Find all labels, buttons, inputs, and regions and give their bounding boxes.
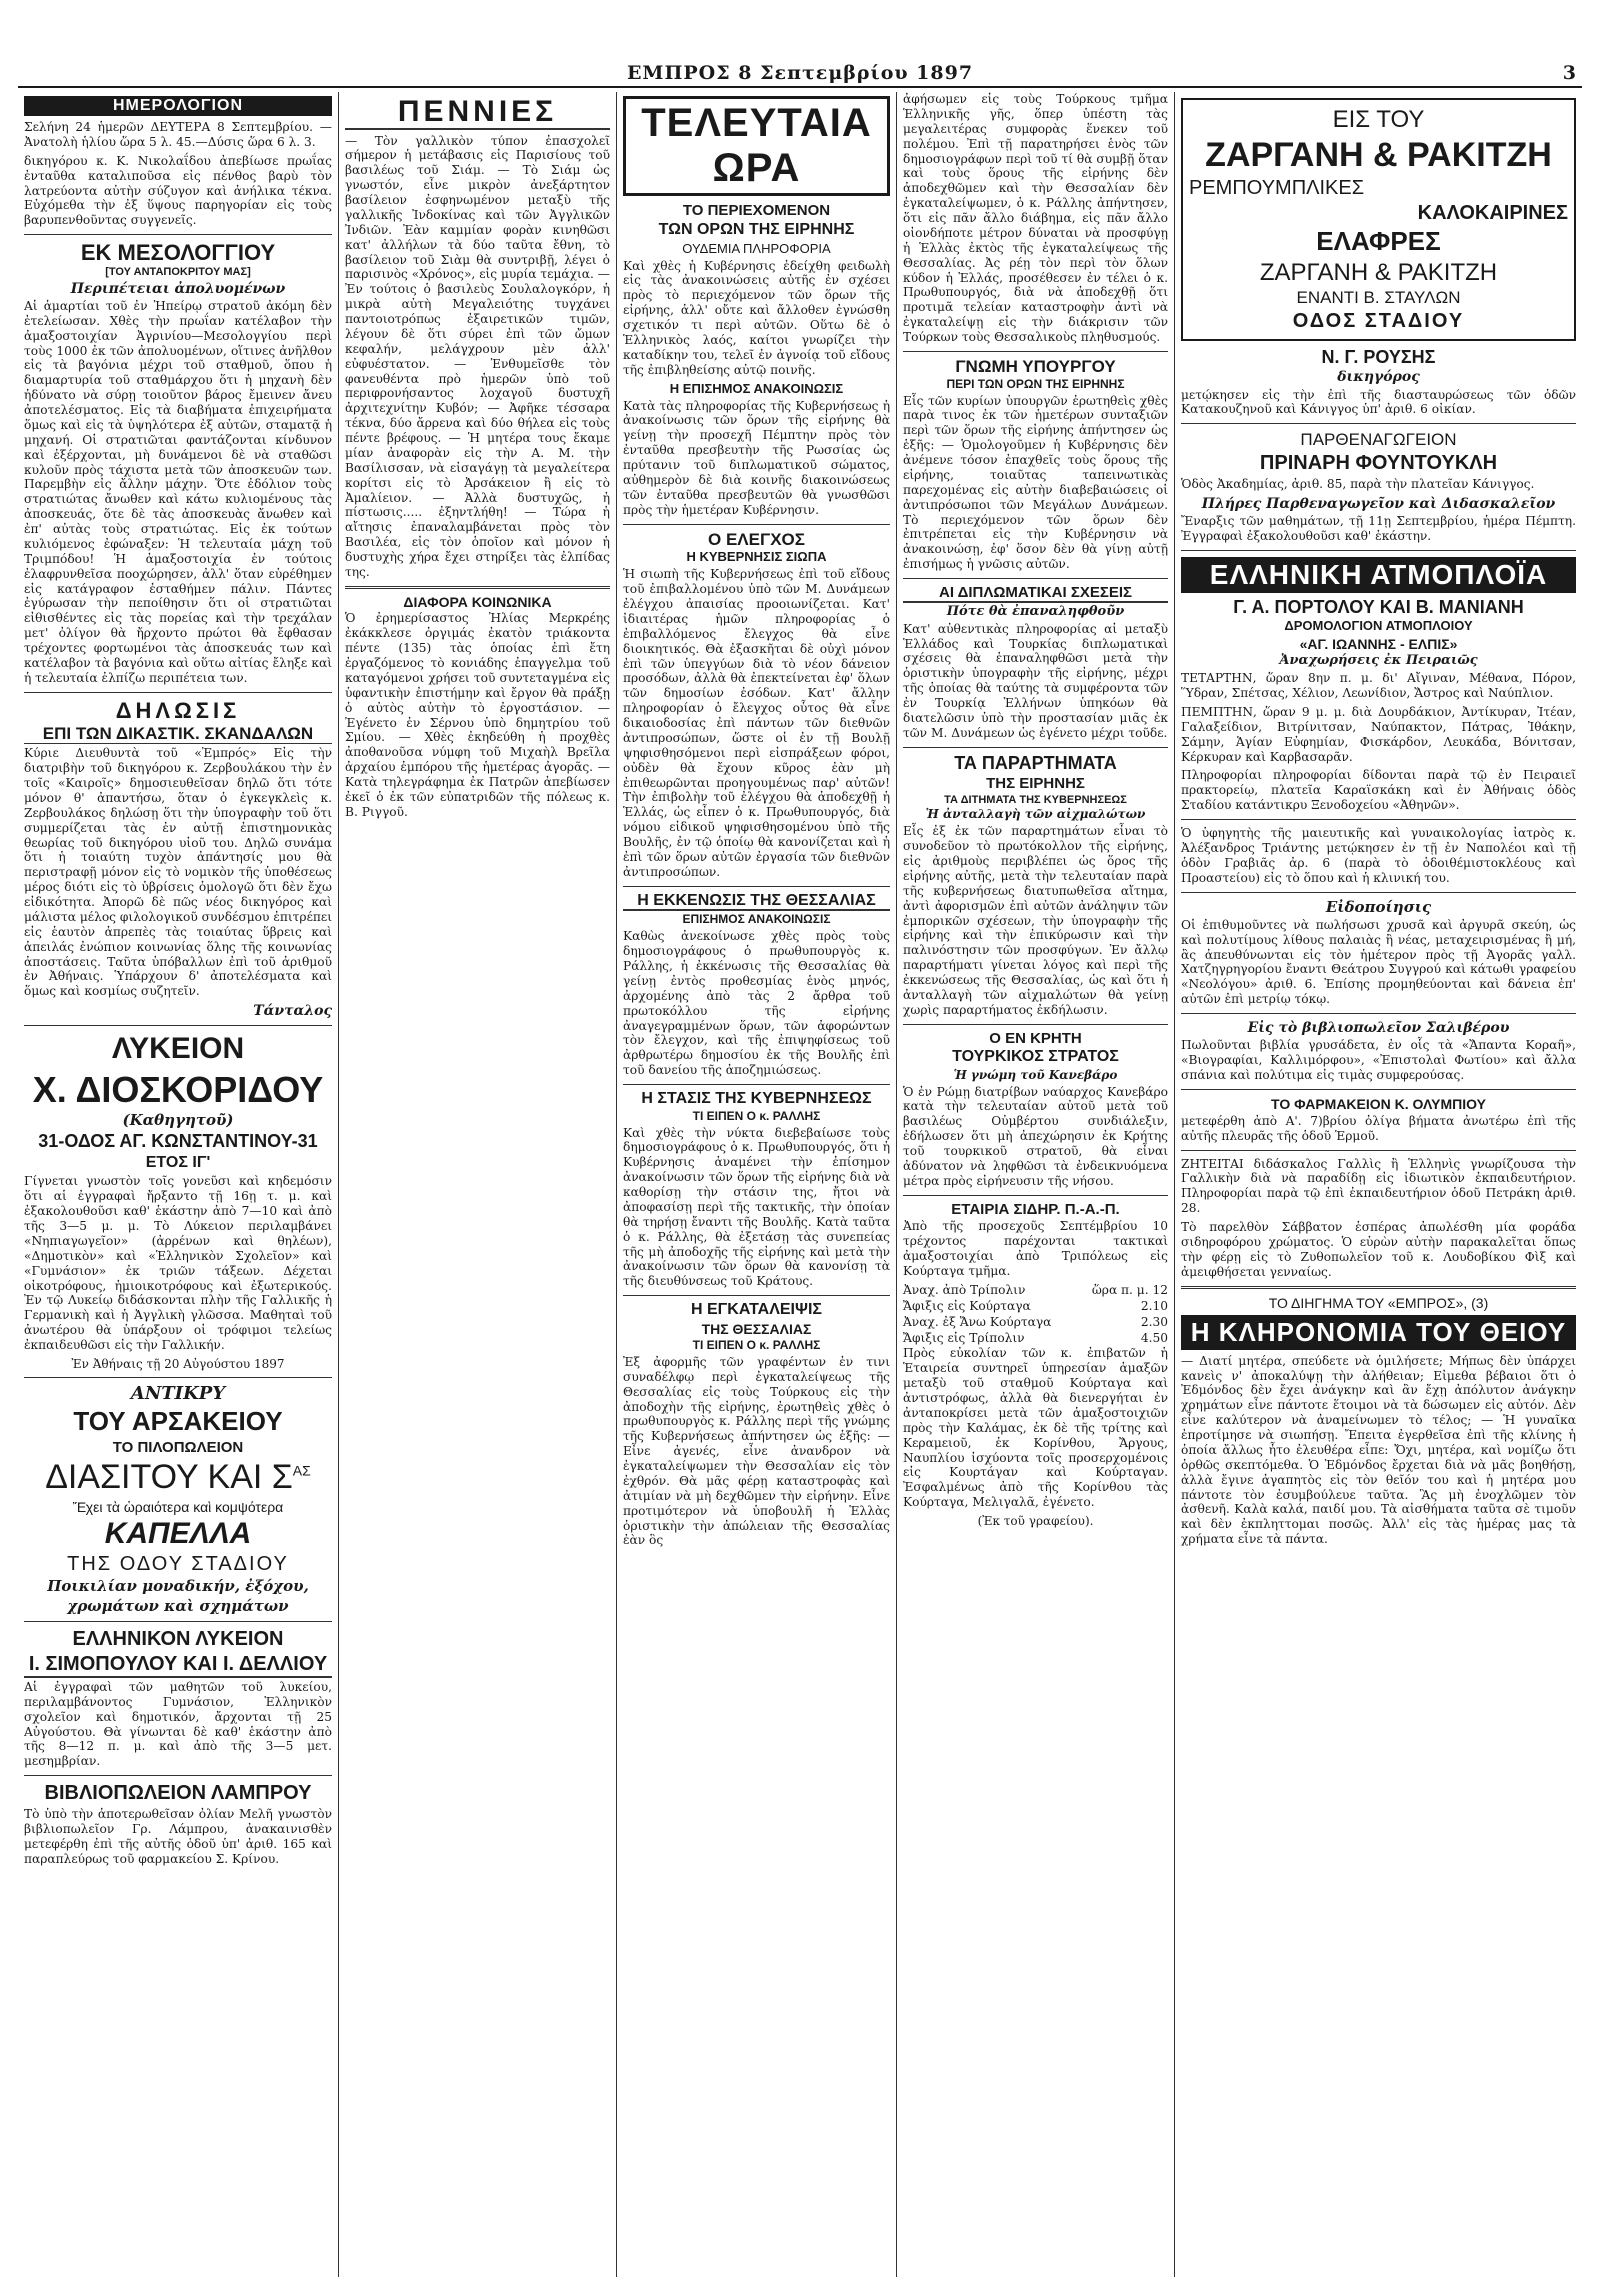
- eirinis: ΤΗΣ ΕΙΡΗΝΗΣ: [986, 774, 1085, 792]
- lykeion-address: 31-ΟΔΟΣ ΑΓ. ΚΩΝΣΤΑΝΤΙΝΟΥ-31: [38, 1131, 318, 1152]
- iatros: Ὁ ὑφηγητὴς τῆς μαιευτικῆς καὶ γυναικολογίας ἰατρὸς κ. Ἀλέξανδρος Τριάντης μετῴκησεν ἐν τῇ ἐν Ναπολέοι καὶ τῇ ὁδὸν Γραβιᾶς ἀρ. 6 (παρὰ τὸ ὁδοιθέμιστοκλέους καὶ Προαστείου) εἰς τὸ ὅπου καὶ ἡ κλινική του.: [1181, 826, 1576, 885]
- simopoulou: Ι. ΣΙΜΟΠΟΥΛΟΥ ΚΑΙ Ι. ΔΕΛΛΙΟΥ: [24, 1653, 332, 1678]
- etairia-title: ΕΤΑΙΡΙΑ ΣΙΔΗΡ. Π.-Α.-Π.: [951, 1200, 1120, 1218]
- stasis-title: Η ΣΤΑΣΙΣ ΤΗΣ ΚΥΒΕΡΝΗΣΕΩΣ: [641, 1090, 872, 1108]
- enkatalepsis-title: Η ΕΓΚΑΤΑΛΕΙΨΙΣ: [691, 1301, 822, 1319]
- enanti: ΕΝΑΝΤΙ Β. ΣΤΑΥΛΩΝ: [1296, 288, 1461, 308]
- saliverou: Εἰς τὸ βιβλιοπωλεῖον Σαλιβέρου: [1247, 1020, 1510, 1037]
- oudemia: ΟΥΔΕΜΙΑ ΠΛΗΡΟΦΟΡΙΑ: [682, 240, 831, 256]
- etairia-text-2: Πρὸς εὐκολίαν τῶν κ. ἐπιβατῶν ἡ Ἑταιρεία συντηρεῖ ὑπηρεσίαν ἁμαξῶν μεταξὺ τοῦ σταθμοῦ Κούρταγα καὶ ἀντιστρόφως, ἀλλὰ θὰ διενεργήται ἐν ἀνταποκρίσει μετὰ τῶν ἁμαξοστοιχιῶν πρὸς τὴν Καλάμας, ἐκ δὲ τῆς τρίτης καὶ Κεραμειοῦ, ἐκ Κορίνθου, Ἄργους, Ναυπλίου ἰσχύοντα τοῖς προσερχομένοις εἰς Κουρτάγαν καὶ Κούρταγαν. Ἐσφαλμένως ἀπὸ τῆς Κορίνθου τὰς Κούρταγα, Μελιγαλᾶ, ἐγένετο.: [903, 1346, 1168, 1510]
- lykeion-title: ΛΥΚΕΙΟΝ: [111, 1032, 245, 1066]
- oudemia-text: Καὶ χθὲς ἡ Κυβέρνησις ἐδείχθη φειδωλὴ εἰς τὰς ἀνακοινώσεις αὐτῆς ἐν σχέσει πρὸς τὸ περιεχόμενον τῶν ὅρων τῆς εἰρήνης, ἀλλ' οὔτε καὶ ἄλλοθεν ἐγνώσθη σχετικόν τι περὶ αὐτῶν. Οὕτω δὲ ὁ Ἑλληνικὸς λαός, καίτοι γνωρίζει τὴν καταδίκην του, τελεῖ ἐν ἀγνοίᾳ τοῦ εἴδους τῆς ἐπιβληθείσης αὐτῷ ποινῆς.: [623, 258, 890, 377]
- diafora-text: Ὁ ἐρημερίσαστος Ἠλίας Μερκρέης ἐκάκκλεσε ὀργιμάς ἐκατὸν τριάκοντα πέντε (135) τὰς ὁποίας ἐπὶ ἔτη ἐργαζόμενος τὸ κονιάδης ἐπαγγελμα τοῦ καταγόμενοι χρήσει τοῦ συντεταγμένα εἰς ὑφαντικὴν ἐπιστήμην καὶ ἔργον θὰ πράξῃ ὁ αὐτὸς αὐτὴν τὸ ἐργοστάσιον. — Ἐγένετο ἐν Σέρνου ὑπὸ δημητρίου τοῦ Σμίου. — Χθὲς ἐκηδεύθη ἡ προχθὲς ἀποθανοῦσα νύμφη τοῦ Μιχαὴλ Βρεῖλα ἀρχαίου ἐμπόρου τῆς ἡμετέρας ἀγορᾶς. — Κατὰ τηλεγράφημα ἐκ Πατρῶν ἀπεβίωσεν ἐκεῖ ὁ ἐκ τῶν εὐπατριδῶν τῆς πόλεως κ. Β. Ριγγοῦ.: [345, 611, 610, 819]
- lykeion-text: Γίγνεται γνωστὸν τοῖς γονεῦσι καὶ κηδεμόσιν ὅτι αἱ ἐγγραφαὶ ἤρξαντο τῇ 16ῃ τ. μ. καὶ ἐξακολουθοῦσι καθ' ἑκάστην ἀπὸ 7—10 καὶ ἀπὸ τῆς 3—5 μ. μ. Τὸ Λύκειον περιλαμβάνει «Νηπιαγωγεῖον» (ἀρρένων καὶ θηλέων), «Δημοτικὸν» καὶ «Ἑλληνικὸν Σχολεῖον» καὶ «Γυμνάσιον» ἐκ τριῶν τάξεων. Δέχεται οἰκοτρόφους, ἡμιοικοτρόφους καὶ ἐξωτερικούς. Ἐν τῷ Λυκείῳ διδάσκονται πλὴν τῆς Γαλλικῆς ἡ Γερμανικὴ καὶ ἡ Ἀγγλικὴ γλῶσσα. Μαθηταὶ τοῦ ἀνωτέρου θὰ ὑπάρξουν οἱ τρόφιμοι τελείως ἐκπαιδευθῶσι εἰς τὴν Γαλλικήν.: [24, 1174, 332, 1353]
- parartimata-title: ΤΑ ΠΑΡΑΡΤΗΜΑΤΑ: [954, 752, 1117, 773]
- diplomatikai-title: ΑΙ ΔΙΠΛΩΜΑΤΙΚΑΙ ΣΧΕΣΕΙΣ: [903, 585, 1168, 603]
- farmakeion: ΤΟ ΦΑΡΜΑΚΕΙΟΝ Κ. ΟΛΥΜΠΙΟΥ: [1271, 1095, 1486, 1112]
- masthead: [18, 62, 1582, 88]
- ralles-1: ΤΙ ΕΙΠΕΝ Ο κ. ΡΑΛΛΗΣ: [692, 1108, 821, 1123]
- columns: [18, 92, 1582, 2292]
- parartimata-text: Εἷς ἐξ ἐκ τῶν παραρτημάτων εἶναι τὸ συνοδεῦον τὸ πρωτόκολλον τῆς εἰρήνης, εἰς ἀριθμοὺς περιβλέπει ὡς ὅρος τῆς εἰρήνης αὐτῆς, μετὰ τὴν τελευταίαν παρὰ τῆς κυβερνήσεως διατυπωθεῖσα αἴτημα, ἀντὶ ἀφορισμῶν ἐπὶ αὐτῶν ἀνάληψιν τῶν ἐμπορικῶν σχέσεων, τὴν ὑπογραφὴν τῆς εἰρήνης καὶ τὴν ἐπικύρωσιν καὶ τὴν παλινόστησιν τῶν προσφύγων. Ἐν ἄλλῳ παραρτήματι γίνεται λόγος καὶ περὶ τῆς ἐκκενώσεως τῆς Θεσσαλίας, ὡς καὶ ὅτι ἡ ἀνταλλαγὴ τῶν αἰχμαλώτων θὰ γείνῃ χωρὶς παραρτήματος ἐκδήλωσιν.: [903, 824, 1168, 1017]
- column-1: [18, 92, 338, 2277]
- tourkikos: ΤΟΥΡΚΙΚΟΣ ΣΤΡΑΤΟΣ: [952, 1048, 1119, 1066]
- lykeion-name: Χ. ΔΙΟΣΚΟΡΙΔΟΥ: [32, 1068, 324, 1110]
- kriti-text: Ὁ ἐν Ρώμῃ διατρίβων ναύαρχος Κανεβάρο κατὰ τὴν τελευταίαν αὐτοῦ μετὰ τοῦ βασιλέως Οὐμβέρτου συνδιάλεξιν, ἐδήλωσεν ὅτι μὴ ἀπεχώρησιν ἐκ Κρήτης τοῦ τουρκικοῦ στρατοῦ, θὰ εἶναι ἀδύνατον νὰ ληφθῶσι τὰ ἐνδεικνυόμενα μέτρα πρὸς εἰρήνευσιν τῆς νήσου.: [903, 1084, 1168, 1188]
- ekkenosis-sub: ΕΠΙΣΗΜΟΣ ΑΝΑΚΟΙΝΩΣΙΣ: [682, 912, 831, 927]
- fare-row: [903, 1283, 1168, 1299]
- dilosis-sub: ΕΠΙ ΤΩΝ ΔΙΚΑΣΤΙΚ. ΣΚΑΝΔΑΛΩΝ: [24, 724, 332, 745]
- periexomenon: ΤΟ ΠΕΡΙΕΧΟΜΕΝΟΝ: [682, 202, 831, 219]
- zitei-text: ΖΗΤΕΙΤΑΙ διδάσκαλος Γαλλὶς ἢ Ἑλληνὶς γνωρίζουσα τὴν Γαλλικὴν διὰ νὰ παραδίδῃ εἰς ἰδιωτικὸν ἐκπαιδευτήριον. Πληροφορίαι παρὰ τῷ ἐπὶ ἐκπαιδευτήριον ὁδοῦ Πετράκη ἀριθ. 28.: [1181, 1156, 1576, 1216]
- antikry: ΑΝΤΙΚΡΥ: [130, 1382, 226, 1404]
- diasitou-sup: ΑΣ: [292, 1462, 311, 1479]
- ekkenosis-title: Η ΕΚΚΕΝΩΣΙΣ ΤΗΣ ΘΕΣΣΑΛΙΑΣ: [623, 893, 890, 912]
- diigima-title: ΤΟ ΔΙΗΓΗΜΑ ΤΟΥ «ΕΜΠΡΟΣ», (3): [1268, 1294, 1489, 1311]
- parthenagogeion: ΠΑΡΘΕΝΑΓΩΓΕΙΟΝ: [1300, 430, 1457, 450]
- page-number: 3: [1562, 62, 1576, 84]
- fare-label: Ἄφιξις εἰς Τρίπολιν: [903, 1330, 1025, 1345]
- hemerologion-title: ΗΜΕΡΟΛΟΓΙΟΝ: [24, 96, 332, 116]
- pempti: ΠΕΜΠΤΗΝ, ὥραν 9 μ. μ. διὰ Δουρδάκιον, Ἀντίκυραν, Ἰτέαν, Γαλαξείδιον, Βιτρίνιτσαν, Ναύπακτον, Πάτρας, Ἰθάκην, Σάμην, Ἁγίαν Εὐφημίαν, Φισκάρδον, Λευκάδα, Βόνιτσαν, Κέρκυραν καὶ Καρβασαρᾶν.: [1181, 704, 1576, 764]
- etairia-text: Ἀπὸ τῆς προσεχοῦς Σεπτέμβρίου 10 τρέχοντος παρέχονται τακτικαὶ ἀμαξοστοιχίαι ἀπὸ Τριπόλεως εἰς Κούρταγα τμῆμα.: [903, 1219, 1168, 1279]
- ship-name: «ΑΓ. ΙΩΑΝΝΗΣ - ΕΛΠΙΣ»: [1299, 636, 1458, 653]
- pennies-text: — Τὸν γαλλικὸν τύπον ἐπασχολεῖ σήμερον ἡ μετάβασις εἰς Παρισίους τοῦ βασιλέως τοῦ Σιάμ. — Τὸ Σιάμ ὡς γνωστόν, εἶνε μικρὸν ἀνεξάρτητον βασίλειον ἐσφηνωμένον μεταξὺ τῆς γαλλικῆς Ἰνδοκίνας καὶ τῶν Ἀγγλικῶν Ἰνδιῶν. Ἐὰν καμμίαν φορὰν κινηθῶσι κατ' ἀλλήλων τὰ δύο ταῦτα ἔθνη, τὸ βασίλειον τοῦ Σιὰμ θὰ συντριβῇ, λέγει ὁ παρισινὸς «Χρόνος», εἰς μυρία τεμάχια. — Ἐν τούτοις ὁ βασιλεὺς Σουλαλογκόρν, ἡ μικρὰ αὐτὴ Μεγαλειότης τυγχάνει παντοιοτρόπως ἐξαιρετικῶν τιμῶν, λέγουν δὲ ὅτι σύρει ἐπὶ τῶν ὤμων κεφαλήν, μελάγχρουν μὲν ἀλλ' εὐφυέστατον. — Ἐνθυμεῖσθε τὸν φανευθέντα πρὸ ἡμερῶν ὑπὸ τοῦ περιφρονήσαντος λοχαγοῦ δυστυχῆ ἀρχιτεχνίτην Κυβόν; — Ἀφῆκε τέσσαρα τέκνα, δύο ἄρρενα καὶ δύο θήλεα εἰς τοὺς πέντε βρέφους. — Ἡ μητέρα τους ἔκαμε μίαν ἀναφορὰν εἰς τὴν Α. Μ. τὴν Βασίλισσαν, νὰ εἰσαγάγῃ τὰ μεγαλείτερα κορίτσι εἰς τὸ Ἀρσάκειον ἢ εἰς τὸ Ἀμαλίειον. — Ἀλλὰ δυστυχῶς, ἡ πίστωσις..... ἐξηντλήθη! — Τώρα ἡ αἴτησις ἐπαναλαμβάνεται πρὸς τὸν Βασιλέα, εἰς τὸν ὁποῖον καὶ μόνον ἡ δυστυχὴς χήρα ἔχει στηρίξει τὰς ἐλπίδας της.: [345, 133, 610, 579]
- fare-label: Ἀναχ. ἐξ Ἄνω Κούρταγα: [903, 1314, 1052, 1329]
- fare-row: [903, 1299, 1168, 1315]
- eidopoiisis-text: Οἱ ἐπιθυμοῦντες νὰ πωλήσωσι χρυσᾶ καὶ ἀργυρᾶ σκεύη, ὡς καὶ πολυτίμους λίθους παλαιὰς ἢ νέας, μεταχειρισμένας ἢ μή, ἂς ἀπευθύνωνται εἰς τὸν ἡμέτερον πρὸς τῇ Ἀγορᾶς γαλλ. Χατζηγρηγορίου ἔναντι Θεάτρου Συγγρού καὶ κάτωθι γραφείου «Νεολόγου» ἀριθ. 6. Ἐπίσης προμηθεύονται καὶ δάνεια ἐπ' αὐτῶν ἐπὶ μετρίῳ τόκῳ.: [1181, 917, 1576, 1007]
- stasis-text: Καὶ χθὲς τὴν νύκτα διεβεβαίωσε τοὺς δημοσιογράφους ὁ κ. Πρωθυπουργός, ὅτι ἡ Κυβέρνησις ἀναμένει τὴν ἐπίσημον ἀνακοίνωσιν τῶν ὅρων τῆς εἰρήνης διὰ νὰ καθορίσῃ τὴν στάσιν της, ἤτοι νὰ ἀποφασίσῃ περὶ τῆς τακτικῆς, τὴν ὁποίαν θὰ τηρήσῃ ἔναντι τῆς Βουλῆς. Κατὰ ταῦτα ὁ κ. Ράλλης, θὰ ἐξετάσῃ τὰς συνεπείας τῆς μὴ ἀποδοχῆς τῆς εἰρήνης καὶ μετὰ τὴν ἀνακοίνωσιν τῶν ὅρων θὰ κανονίσῃ τὰ τῆς διευθύνσεως τοῦ Κράτους.: [623, 1125, 890, 1289]
- gnomi-title: ΓΝΩΜΗ ΥΠΟΥΡΓΟΥ: [955, 356, 1116, 376]
- mesologgi-head: Περιπέτειαι ἀπολυομένων: [70, 280, 286, 297]
- fare-label: Ἄφιξις εἰς Κούρταγα: [903, 1298, 1031, 1313]
- vivliopoleion-lamprou: ΒΙΒΛΙΟΠΩΛΕΙΟΝ ΛΑΜΠΡΟΥ: [44, 1782, 312, 1805]
- gnomi-sub: ΠΕΡΙ ΤΩΝ ΟΡΩΝ ΤΗΣ ΕΙΡΗΝΗΣ: [946, 376, 1125, 391]
- intro-text: δικηγόρου κ. Κ. Νικολαΐδου ἀπεβίωσε πρωΐας ἐνταῦθα καταλιποῦσα εἰς πένθος βαρὺ τὸν λατρεύοντα αὐτὴν σύζυγον καὶ ἀνήλικα τέκνα. Εὐχόμεθα τὴν ἐξ ὕψους παρηγορίαν εἰς τοὺς βαρυπενθοῦντας συγγενεῖς.: [24, 153, 332, 228]
- diafora-title: ΔΙΑΦΟΡΑ ΚΟΙΝΩΝΙΚΑ: [403, 593, 552, 610]
- fountoukli-text: Ἔναρξις τῶν μαθημάτων, τῇ 11ῃ Σεπτεμβρίου, ἡμέρα Πέμπτη. Ἐγγραφαὶ ἐξακολουθοῦσι καθ' ἑκάστην.: [1181, 513, 1576, 543]
- fare-label: Ἀναχ. ἀπὸ Τρίπολιν: [903, 1282, 1026, 1297]
- gnomi-text: Εἷς τῶν κυρίων ὑπουργῶν ἐρωτηθεὶς χθὲς παρὰ τινος ἐκ τῶν ἡμετέρων συνταξιῶν περὶ τῶν ὅρων τῆς εἰρήνης ἀπήντησεν ὡς ἑξῆς: — Ὁμολογοῦμεν ἡ Κυβέρνησις δὲν ἀνέμενε τόσον ἐπαχθεῖς τοὺς ὅρους τῆς εἰρήνης, τοιαῦτας ταπεινωτικὰς παρεχομένας εἰς αὐτὴν διαβεβαιώσεις οἱ ἀντιπρόσωποι τῶν Μεγάλων Δυνάμεων. Τὸ περιεχόμενον τῶν ὅρων δὲν ἐπιτρέπεται εἰς τὴν Κυβέρνησιν νὰ ἀνακοινώσῃ, ἐφ' ὅσον δὲν θὰ γίνῃ αὐτῇ ἐπισήμως ἡ γνῶσις αὐτῶν.: [903, 393, 1168, 572]
- dikigoros: δικηγόρος: [1337, 369, 1420, 386]
- arsakeiou: ΤΟΥ ΑΡΣΑΚΕΙΟΥ: [73, 1405, 283, 1436]
- column-3: [616, 92, 896, 2277]
- column-2: [338, 92, 616, 2277]
- dilosis-signature: Τάνταλος: [253, 1003, 332, 1020]
- elegxos-text: Ἡ σιωπὴ τῆς Κυβερνήσεως ἐπὶ τοῦ εἴδους τοῦ ἐπιβαλλομένου ὑπὸ τῶν Μ. Δυνάμεων ἐλέγχου ἀπαισίας προοιωνίζεται. Κατ' ἰδιαιτέρας ἡμῶν πληροφορίας ὁ ἐπιβαλλόμενος ἔλεγχος θὰ εἶνε διοικητικός. Θὰ ἐξασκῆται δὲ οὐχὶ μόνον ἐπὶ τῶν ὑπεγγύων διὰ τὸ νέον δάνειον προσόδων, ἀλλὰ θὰ ἐπεκτείνεται ἐφ' ὅλων τῶν δημοσίων ἐσόδων. Κατ' ἄλλην πληροφορίαν ὁ ἔλεγχος οὗτος θὰ εἶνε δικαιοδοσίας ἐπὶ πάντων τῶν διεθνῶν ἀντιπροσώπων, ὥστε οἱ ἐν τῇ Βουλῇ ψηφισθησόμενοι περὶ εἰσπράξεων φόροι, οὐδὲν θὰ ἔχουν κῦρος ἐὰν μὴ ἐπιθεωρῶνται προηγουμένως παρ' αὐτῶν! Τὴν ἐπιβολὴν τοῦ ἐλέγχου θὰ ἀποδεχθῇ ἡ Ἑλλάς, ὡς εἶπεν ὁ κ. Πρωθυπουργός, διὰ νόμου εἰδικοῦ ψηφισθησομένου ὑπὸ τῆς Βουλῆς, ἐν τῷ ὁποίῳ θὰ κανονίζεται καὶ ἡ ἐπὶ τῶν ὅρων αὐτῶν ἐργασία τῶν διεθνῶν ἀντιπροσώπων.: [623, 567, 890, 879]
- etairia-signature: (Ἐκ τοῦ γραφείου).: [977, 1514, 1094, 1529]
- col4-top-text: ἀφήσωμεν εἰς τοὺς Τούρκους τμῆμα Ἑλληνικῆς γῆς, ὅπερ ὑπέστη τὰς μεγαλειτέρας συμφορὰς ἕνεκεν τοῦ πολέμου. Ἐπὶ τῇ παρατηρήσει ἑνὸς τῶν δημοσιογράφων περὶ τοῦ τί θὰ συμβῇ ὅταν καὶ τοὺς ὅρους τῆς εἰρήνης δὲν ἀποδεχθῶμεν καὶ τὴν Θεσσαλίαν δὲν ἐγκαταλείψωμεν, ὁ κ. Ράλλης ἀπήντησεν, ὅτι εἰς πᾶν ἄλλο διάβημα, εἰς πᾶν ἄλλο οἰονδήποτε μέτρον δύναται νὰ προσφύγῃ ἡ Ἑλλὰς ἐκτὸς τῆς ἐγκαταλείψεως τῆς Θεσσαλίας. Ἀς ρέῃ τὸν περὶ τὸν ὅλων κύδον ἡ Ἑλλάς, προσέθεσεν ἐν τέλει ὁ κ. Πρωθυπουργός, διὰ νὰ ἀποδεχθῇ ὅτι προτιμᾶ τελείαν καταστροφὴν ἀντὶ νὰ ἐγκαταλείψῃ εἰς τὴν διάκρισιν τῶν Τούρκων τοὺς Θεσσαλικοὺς πληθυσμούς.: [903, 92, 1168, 344]
- saliverou-text: Πωλοῦνται βιβλία γρυσάδετα, ἐν οἷς τὰ «Ἄπαντα Κοραῆ», «Βιογραφίαι, Καλλιμόρφου», «Ἐπιστολαὶ Φωτίου» καὶ ἄλλα σπάνια καὶ πολύτιμα εἰς τιμὰς συμφερούσας.: [1181, 1038, 1576, 1082]
- lykeion-year: ΕΤΟΣ ΙΓ': [145, 1154, 211, 1172]
- ekkenosis-text: Καθὼς ἀνεκοίνωσε χθὲς πρὸς τοὺς δημοσιογράφους ὁ πρωθυπουργὸς κ. Ράλλης, ἡ ἐκκένωσις τῆς Θεσσαλίας θὰ γείνῃ ἐντὸς προθεσμίας ἑνὸς μηνός, ἀρχομένης ἀπὸ τὰς 2 ἄρθρα τοῦ πρωτοκόλλου τῆς εἰρήνης ἀναγεγραμμένων ὅρων, τῶν ἀφορώντων τὸν ἔλεγχον, καὶ τῆς ἐπιψηφίσεως τοῦ ἀρθρωτέρω δημοσίου ἐκ τῆς Βουλῆς ἐπὶ τοῦ δανείου τῆς ἀποζημιώσεως.: [623, 929, 890, 1078]
- teleutaia-title: ΤΕΛΕΥΤΑΙΑ ΩΡΑ: [623, 96, 890, 196]
- taxitis: ΤΑ ΔΙΤΗΜΑΤΑ ΤΗΣ ΚΥΒΕΡΝΗΣΕΩΣ: [944, 793, 1127, 806]
- fare-row: [903, 1315, 1168, 1331]
- pennies-title: ΠΕΝΝΙΕΣ: [345, 96, 610, 130]
- odos-stadiou-5: ΟΔΟΣ ΣΤΑΔΙΟΥ: [1292, 309, 1465, 332]
- vivliopoleion-lamprou-text: Τὸ ὑπὸ τὴν ἀποτερωθεῖσαν ὀλίαν Μελῆ γνωστὸν βιβλιοπωλεῖον Γρ. Λάμπρου, ἀνακαινισθὲν μετεφέρθη ἐπὶ τῆς αὐτῆς ὁδοῦ ὑπ' ἀριθ. 165 καὶ παραπλεύρως τοῦ φαρμακείου Σ. Κρίνου.: [24, 1807, 332, 1866]
- zargani-ad: [1181, 98, 1576, 341]
- fare-time: 4.50: [1140, 1330, 1168, 1345]
- column-4: [896, 92, 1174, 2277]
- fares-table: [903, 1283, 1168, 1346]
- diasitou: [24, 1458, 332, 1497]
- diasitou-name: ΔΙΑΣΙΤΟΥ ΚΑΙ Σ: [45, 1457, 293, 1496]
- zargani-1: ΖΑΡΓΑΝΗ & ΡΑΚΙΤΖΗ: [1205, 135, 1552, 174]
- episimos: Η ΕΠΙΣΗΜΟΣ ΑΝΑΚΟΙΝΩΣΙΣ: [669, 380, 844, 396]
- elafres: ΕΛΑΦΡΕΣ: [1316, 225, 1441, 256]
- episimos-text: Κατὰ τὰς πληροφορίας τῆς Κυβερνήσεως ἡ ἀνακοίνωσις τῶν ὅρων τῆς εἰρήνης θὰ γείνῃ τὴν προσεχῆ Πέμπτην πρὸς τὸν ἐνταῦθα πρεσβευτὴν τῆς Ρωσσίας ὡς πρύτανιν τοῦ διπλωματικοῦ σώματος, αὐθημερὸν δὲ διὰ κοινῆς διακοινώσεως τῶν ἐνταῦθα πρεσβευτῶν θὰ γνωσθῶσι πρὸς τὴν ἡμετέραν Κυβέρνησιν.: [623, 398, 890, 517]
- siopa: Η ΚΥΒΕΡΝΗΣΙΣ ΣΙΩΠΑ: [686, 549, 827, 565]
- antallagi: Ἡ ἀνταλλαγὴ τῶν αἰχμαλώτων: [925, 807, 1146, 822]
- diasitou-text: Ἔχει τὰ ὡραιότερα καὶ κομψότερα: [72, 1498, 284, 1515]
- rousis-text: μετῴκησεν εἰς τὴν ἐπὶ τῆς διασταυρώσεως τῶν ὁδῶν Κατακουζηνοῦ καὶ Κάνιγγος ὑπ' ἀριθ. 6 οἰκίαν.: [1181, 387, 1576, 417]
- anaxoriseis: Ἀναχωρήσεις ἐκ Πειραιῶς: [1279, 653, 1478, 669]
- farmakeion-text: μετεφέρθη ἀπὸ Α'. 7)βρίου ὀλίγα βήματα ἀνωτέρω ἐπὶ τῆς αὐτῆς πλευρᾶς τῆς ὁδοῦ Ἑρμοῦ.: [1181, 1113, 1576, 1143]
- kanevaro: Ἡ γνώμη τοῦ Κανεβάρο: [953, 1067, 1118, 1082]
- pilopoleion: ΤΟ ΠΙΛΟΠΩΛΕΙΟΝ: [112, 1438, 244, 1456]
- kleronomia-text: — Διατί μητέρα, σπεύδετε νὰ ὁμιλήσετε; Μήπως δὲν ὑπάρχει κανεὶς ν' ἀποκαλύψῃ τὴν ἀλήθειαν; Εἰμεθα βέβαιοι ὅτι ὁ Ἐδμόνδος δὲν ἔχει ἀνάγκην καὶ ἂν ἔχῃ ἀπόλυτον ἀνάγκην χρημάτων εἶνε πάντοτε ἕτοιμοι νὰ τὰ δώσωμεν εἰς αὐτόν. Δὲν εἶνε καλύτερον νὰ ἀναμείνωμεν τὸ τέλος; — Ἡ γυναῖκα ἐπροτίμησε νὰ σιωπήσῃ. Ἔπειτα ἐγερθεῖσα ἐπὶ τῆς κλίνης ἡ ὁποία ἄλλως ἦτο ἐλευθέρα εἶπε: Ὄχι, μητέρα, καὶ νομίζω ὅτι ὀρθῶς σκεπτόμεθα. Ὁ Ἐδμόνδος ἔρχεται διὰ νὰ μᾶς βοηθήσῃ, ἀλλὰ ἔγινε ἀγαπητὸς εἰς τὸν θεῖόν του καὶ ἡ μητέρα μου πάντοτε τὸν ἐσυμβούλευε ταῦτα. Ἃς μὴ ἐνοχλῶμεν τὸν ἀσθενῆ. Καλὰ καλά, παιδί μου. Τὰ αἰσθήματα ταῦτα σὲ τιμοῦν καὶ δὲν ἐκπληττομαι ποσῶς. Ἀλλ' εἰς τὰς ἡμέρας μας τὰ χρήματα εἶνε τὰ πάντα.: [1181, 1353, 1576, 1547]
- poikilia: Ποικιλίαν μοναδικήν, ἐξόχου,: [47, 1577, 309, 1596]
- hemerologion-text: Σελήνη 24 ἡμερῶν ΔΕΥΤΕΡΑ 8 Σεπτεμβρίου. — Ἀνατολὴ ἡλίου ὥρα 5 λ. 45.—Δύσις ὥρα 6 λ. 3.: [24, 120, 332, 149]
- oron-eirinis: ΤΩΝ ΟΡΩΝ ΤΗΣ ΕΙΡΗΝΗΣ: [658, 221, 855, 239]
- dilosis-title: ΔΗΛΩΣΙΣ: [115, 697, 241, 723]
- fountoukli: ΠΡΙΝΑΡΗ ΦΟΥΝΤΟΥΚΛΗ: [1259, 451, 1498, 474]
- simopoulou-text: Αἱ ἐγγραφαὶ τῶν μαθητῶν τοῦ λυκείου, περιλαμβάνοντος Γυμνάσιον, Ἑλληνικὸν σχολεῖον καὶ δημοτικόν, ἄρχονται τῇ 25 Αὐγούστου. Θὰ γίνωνται δὲ καθ' ἑκάστην ἀπὸ τῆς 8—12 π. μ. καὶ ἀπὸ τῆς 3—5 μετ. μεσημβρίαν.: [24, 1679, 332, 1769]
- mesologgi-sub: [ΤΟΥ ΑΝΤΑΠΟΚΡΙΤΟΥ ΜΑΣ]: [105, 266, 251, 279]
- rempoumplikes: ΡΕΜΠΟΥΜΠΛΙΚΕΣ: [1189, 176, 1365, 199]
- diplomatikai-text: Κατ' αὐθεντικὰς πληροφορίας αἱ μεταξὺ Ἑλλάδος καὶ Τουρκίας διπλωματικαὶ σχέσεις θὰ ἐπαναληφθῶσι μετὰ τὴν ὁριστικὴν ὑπογραφὴν τῆς εἰρήνης, μέχρι τῆς ὁποίας θὰ ταύτης τὰ συμφέροντα τῶν ἐν Τουρκίᾳ Ἑλλήνων ὑπηκόων θὰ διατελῶσιν ὑπὸ τὴν προστασίαν μιᾶς ἐκ τῶν Μ. Δυνάμεων ὡς ἐγένετο μέχρι τοῦδε.: [903, 621, 1168, 740]
- kleronomia-title: Η ΚΛΗΡΟΝΟΜΙΑ ΤΟΥ ΘΕΙΟΥ: [1181, 1315, 1576, 1350]
- pliroforiai: Πληροφορίαι πληροφορίαι δίδονται παρὰ τῷ ἐν Πειραιεῖ πρακτορείῳ, πλατεῖα Καραϊσκάκη καὶ ἐν Ἀθήναις ὁδὸς Σταδίου κατάντικρυ Ξενοδοχείου «Ἀθηνῶν».: [1181, 768, 1576, 813]
- fare-time: 2.10: [1140, 1298, 1168, 1313]
- eis-tou: ΕΙΣ ΤΟΥ: [1332, 106, 1425, 133]
- zargani-2: ΖΑΡΓΑΝΗ & ΡΑΚΙΤΖΗ: [1259, 258, 1498, 286]
- mesologgi-title: ΕΚ ΜΕΣΟΛΟΓΓΙΟΥ: [80, 240, 276, 266]
- pliris: Πλήρες Παρθεναγωγεῖον καὶ Διδασκαλεῖον: [1201, 495, 1556, 512]
- odos-stadiou: ΤΗΣ ΟΔΟΥ ΣΤΑΔΙΟΥ: [67, 1553, 289, 1576]
- dilosis-text: Κύριε Διευθυντὰ τοῦ «Ἐμπρός» Εἰς τὴν διατριβὴν τοῦ δικηγόρου κ. Ζερβουλάκου τὴν ἐν τοῖς «Καιροῖς» δημοσιευθεῖσαν δηλῶ ὅτι τότε μόνον θ' ἀπαντήσω, ὅταν ὁ ἐγκεγκλεὶς κ. Ζερβουλάκος δηλώσῃ ὅτι τὴν ὑπογραφὴν τοῦ ὅτι συμμερίζεται τὰς ἐν αὐτῇ ἐπιστημονικὰς θεωρίας τοῦ δικηγόρου υἱοῦ του. Δηλῶ συνάμα ὅτι ἡ τοιαύτη τυχὸν ἀπάντησίς μου θὰ περιστραφῇ μόνον εἰς τὸ νομικὸν τῆς ὑποθέσεως μέρος διότι εἰς τὸ ὑβρίσεις ὁμολογῶ ὅτι δὲν ἔχω εἰδικότητα. Ἀπορῶ δὲ πῶς νέος δικηγόρος καὶ μάλιστα μέλος φιλολογικοῦ συνδέσμου ἐπιτρέπει εἰς ἑαυτὸν ἀπρεπὲς τὰς τοιαύτας ὕβρεις καὶ ἀπειλάς ἐνώπιον κοινωνίας ὅλης τῆς κοινωνίας ἀποστάσεις. Ταῦτα ὑπόβαλλων ἐπὶ τοῦ ἀριθμοῦ ἐν Ἀθήναις. Ὑπάρχουν δ' ἀποτελέσματα καὶ ὅμως καὶ κοσμίως συζητεῖν.: [24, 746, 332, 999]
- xromaton: χρωμάτων καὶ σχημάτων: [67, 1596, 289, 1615]
- rousis: Ν. Γ. ΡΟΥΣΗΣ: [1321, 346, 1436, 367]
- fountoukli-addr: Ὁδὸς Ἀκαδημίας, ἀριθ. 85, παρὰ τὴν πλατεῖαν Κάνιγγος.: [1181, 476, 1535, 491]
- eidopoiisis: Εἰδοποίησις: [1325, 897, 1432, 916]
- dromologion: ΔΡΟΜΟΛΟΓΙΟΝ ΑΤΜΟΠΛΟΙΟΥ: [1284, 618, 1473, 634]
- kriti-title: Ο ΕΝ ΚΡΗΤΗ: [989, 1029, 1082, 1047]
- portolou: Γ. Α. ΠΟΡΤΟΛΟΥ ΚΑΙ Β. ΜΑΝΙΑΝΗ: [1233, 596, 1524, 617]
- fare-time: ὥρα π. μ. 12: [1091, 1282, 1168, 1297]
- ralles-2: ΤΙ ΕΙΠΕΝ Ο κ. ΡΑΛΛΗΣ: [692, 1338, 821, 1353]
- lykeion-prof: (Καθηγητοῦ): [122, 1111, 234, 1130]
- enkatalepsis-text: Ἐξ ἀφορμῆς τῶν γραφέντων ἐν τινι συναδέλφῳ περὶ ἐγκαταλείψεως τῆς Θεσσαλίας εἰς τοὺς Τούρκους εἰς τὴν ἀποδοχὴν τῆς εἰρήνης, ἐρωτηθεὶς χθὲς ὁ πρωθυπουργὸς κ. Ράλλης περὶ τῆς γνώμης τῆς Κυβερνήσεως ἀπήντησεν ὡς ἑξῆς: — Εἶνε ἀγενές, εἶνε ἀνανδρον νὰ ἐγκαταλείψωμεν τὴν Θεσσαλίαν εἰς τὸν ἐχθρόν. Θὰ μᾶς φέρῃ καταστροφὰς καὶ ἀτιμίαν νὰ μὴ δεχθῶμεν τὴν εἰρήνην. Εἶνε προτιμότερον νὰ ὑποβουλῆ ἡ Ἑλλὰς ὁριστικὴν τὴν ἀπώλειαν τῆς Θεσσαλίας ἐὰν ὃς: [623, 1354, 890, 1548]
- mesologgi-text: Αἱ ἁμαρτίαι τοῦ ἐν Ἠπείρῳ στρατοῦ ἀκόμη δὲν ἐτελείωσαν. Χθὲς τὴν πρωΐαν κατέλαβον τὴν ἀμαξοστοιχίαν Ἀγρινίου—Μεσολογγίου περὶ τοὺς 1000 ἐκ τῶν ἀπολυομένων, οἵτινες ἀνῆλθον εἰς τὰ βαγόνια μέχρι τοῦ σταθμοῦ, ὅπου ἡ διαμαρτυρία τοῦ σταθμάρχου ὅτι ἡ μηχανὴ δὲν ἠδύνατο νὰ σύρῃ τοιοῦτον βάρος ἔμεινεν ἄνευ ἀποτελέσματος. Εἰς τὰ διαβήματα ἐπιχειρήματα ὅμως καὶ εἰς τὰ ὑψηλότερα ἐξ αὐτῶν, σταματᾷ ἡ μηχανή. Οἱ στρατιῶται φαντάζονται κίνδυνον καὶ ἐξέρχονται, μὴ δυνάμενοι δὲ νὰ σταθῶσι κυλοῦν πρὸς τάχιστα μετὰ τῶν ἀποσκευῶν των. Παρεμβὴν εἰς ἄλλην μάχην. Ὅτε ἐδόλιον τοὺς στρατιώτας ἄνωθεν καὶ κάτω κυλιομένους τὰς ἀποσκευάς, ὅτε δὲ τὰς ἀποσκευὰς ἄνωθεν καὶ ἐπ' αὐτὰς τοὺς στρατιώτας. Εἰς ἐκ τούτων κυλιόμενος ἐφώναξεν: Ἡ τελευταία μάχη τοῦ Τριμπόδου! Ἡ ἀμαξοστοιχία ἐν τούτοις ἐλαφρυνθεῖσα ποοχώρησεν, ἀλλ' ὅταν εὑρέθημεν εἰς κατάγραφον ἐσταθήμεν πάλιν. Πάντες ἐγύρωσαν τὴν πεποίθησιν ὅτι οἱ στρατιῶται εἰθισθέντες εἰς τὰς πορείας καὶ τὴν τρεχάλαν μετ' ὀλίγον θὰ ἤρχοντο πρώτοι θὰ ἔφθασαν τρέχοντες φορτωμένοι τὰς ἀποσκευάς των καὶ κατέλαβον τὰ βαγόνια καὶ οὕτω αἰτίας ἔληξε καὶ ἡ τελευταία ἐλπίζω περιπέτεια των.: [24, 298, 332, 685]
- ell-lykeion: ΕΛΛΗΝΙΚΟΝ ΛΥΚΕΙΟΝ: [72, 1627, 284, 1650]
- pote: Πότε θὰ ἐπαναληφθοῦν: [946, 603, 1125, 619]
- fare-time: 2.30: [1140, 1314, 1168, 1329]
- kalokairines: ΚΑΛΟΚΑΙΡΙΝΕΣ: [1417, 201, 1568, 224]
- elegxos-title: Ο ΕΛΕΓΧΟΣ: [708, 529, 805, 549]
- kapella: ΚΑΠΕΛΛΑ: [104, 1516, 252, 1550]
- thessalias: ΤΗΣ ΘΕΣΣΑΛΙΑΣ: [701, 1321, 812, 1338]
- savvaton-text: Τὸ παρελθὸν Σάββατον ἑσπέρας ἀπωλέσθη μία φοράδα σιδηροφόρου χρώματος. Ὁ εὑρὼν αὐτὴν παρακαλεῖται ὅπως τὴν φέρῃ εἰς τὸ Ζυθοπωλεῖον τοῦ κ. Λουδοβίκου Φὶξ καὶ ἀμειφθήσεται γενναίως.: [1181, 1220, 1576, 1279]
- atmoploia-title: ΕΛΛΗΝΙΚΗ ΑΤΜΟΠΛΟΪΑ: [1181, 557, 1576, 593]
- lykeion-date: Ἐν Ἀθήναις τῇ 20 Αὐγούστου 1897: [71, 1356, 285, 1371]
- masthead-title: ΕΜΠΡΟΣ 8 Σεπτεμβρίου 1897: [626, 62, 974, 84]
- fare-row: [903, 1331, 1168, 1347]
- column-5: [1174, 92, 1582, 2277]
- tetarti: ΤΕΤΑΡΤΗΝ, ὥραν 8ην π. μ. δι' Αἴγιναν, Μέθανα, Πόρον, Ὕδραν, Σπέτσας, Χέλιον, Λεωνίδιον, Ἄστρος καὶ Ναύπλιον.: [1181, 671, 1576, 701]
